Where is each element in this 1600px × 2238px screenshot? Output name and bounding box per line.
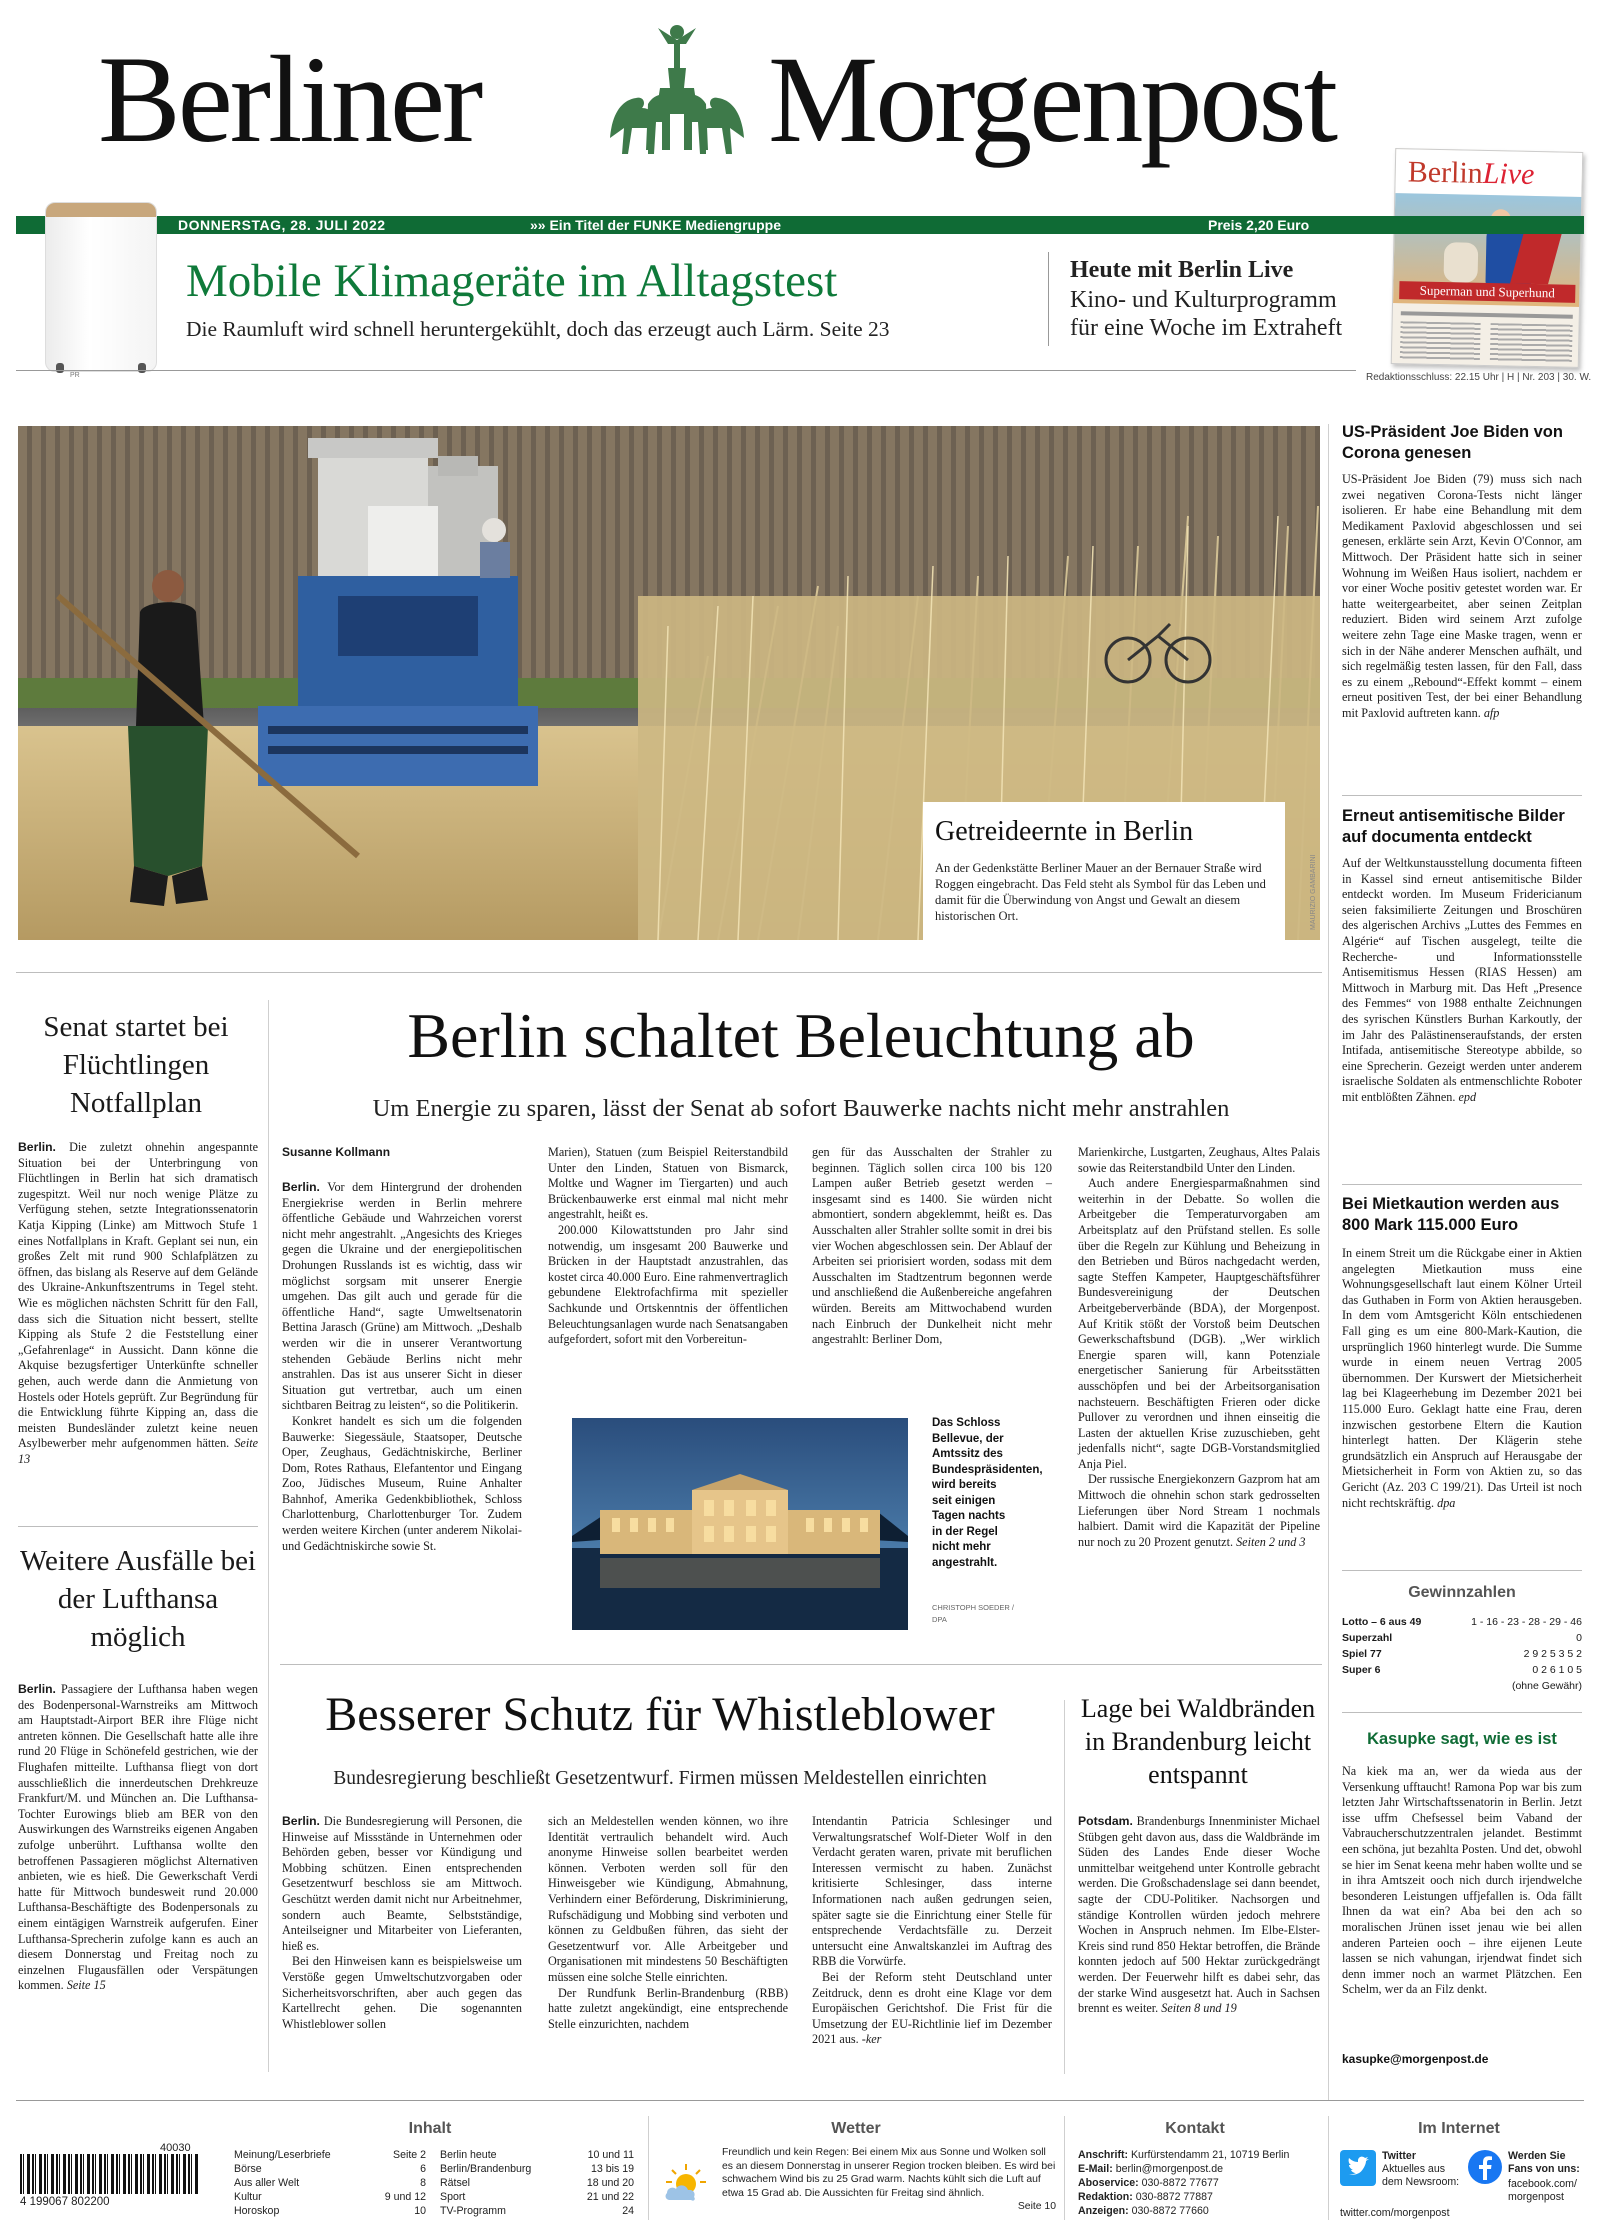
facebook-block: [1508, 2150, 1588, 2176]
twitter-block: [1382, 2150, 1462, 2189]
lead-headline[interactable]: Berlin schaltet Beleuchtung ab: [407, 1000, 1195, 1071]
kasupke-body: Na kiek ma an, wer da wieda aus der Versenkung ufftaucht! Ramona Pop war bis zum letzten Jahr Wirtschaftssenatorin in Berlin. Jetzt isse uffm Chefsessel beim Vaband der Vabraucherschutzzentralen jelandet. Bestimmt een schöna, jut bezahlta Posten. Und det, obwohl se hier im Senat keena mehr haben wollte und se in ihra Amtszeit ooch nich durch irjendwelche besonderen Leistungen uffjefallen is. Oda fällt Ihnen da wat ein? Aba bei den ach so moralischen Jrünen isset jenau wie bei allen anderen Parteien ooch – ihre eijenen Leute lassen se nich vahungan, irjendwat findet sich denn immer noch an warmet Plätzchen. Een Schelm, wer da an Filz denkt.: [1342, 1764, 1582, 1997]
inhalt-item[interactable]: [440, 2204, 634, 2218]
facebook-head: Werden Sie Fans von uns:: [1508, 2150, 1580, 2175]
lead-byline: Susanne Kollmann: [282, 1145, 391, 1159]
superdog-figure: [1443, 242, 1478, 283]
wetter-headline: Wetter: [831, 2120, 881, 2137]
lufthansa-body: Passagiere der Lufthansa haben wegen des Bodenpersonal-Warnstreiks am Mittwoch am Hauptstadt-Airport BER ihre Flüge nicht antreten können. Die Gesellschaft hatte alle ihre rund 20 Flüge in Schönefeld gestrichen, wie der Flughafen mitteilte. Lufthansa fliegt von dort ausschließlich die innerdeutschen Drehkreuze Frankfurt/M. und München an. Die Lufthansa-Tochter Eurowings blieb am BER von den Auswirkungen des Warnstreiks eigenen Angaben zufolge unberührt. Lufthansa wollte den betroffenen Passagieren möglichst Alternativen anbieten, wie es hieß. Die Gewerkschaft Verdi hatte für Mittwoch bundesweit rund 20.000 Lufthansa-Beschäftigte des Bodenpersonals zu einem eintägigen Warnstreik aufgerufen. Einer Lufthansa-Sprecherin zufolge kann es auch an diesem Donnerstag und Freitag noch zu einzelnen Flugausfällen oder Verspätungen kommen.: [18, 1682, 258, 1993]
wald-body: Brandenburgs Innenminister Michael Stübgen geht davon aus, dass die Waldbrände im Süden des Landes Ende dieser Woche unmittelbar weitgehend unter Kontrolle gebracht werden. Die Großschadenslage sei dann beendet, sagte der CDU-Politiker. Nachsorgen und ständige Kontrollen würden jedoch mehrere Wochen in Anspruch nehmen. Im Elbe-Elster-Kreis sind rund 850 Hektar betroffen, die Brände konnten jedoch auf 500 Hektar zurückgedrängt werden. Der Feuerwehr hilft es dabei sehr, das der starke Wind ausgesetzt hat. Auch in Sachsen brennt es weiter.: [1078, 1814, 1321, 2016]
inhalt-item-page: 9 und 12: [384, 2191, 426, 2203]
whistle-col3-b: Bei der Reform steht Deutschland unter Zeitdruck, denn es droht eine Klage vor dem Europäischen Gerichtshof. Die Frist für die Umsetzung der EU-Richtlinie lief im Dezember 2021 aus.: [812, 1969, 1052, 2047]
twitter-head: Twitter: [1382, 2150, 1416, 2162]
inhalt-item[interactable]: [440, 2148, 634, 2162]
gewinnzahlen-note: (ohne Gewähr): [1511, 1680, 1582, 1692]
inhalt-item-name: Börse: [234, 2163, 262, 2175]
inhalt-item-name: Aus aller Welt: [234, 2177, 300, 2189]
inhalt-item-name: Sport: [440, 2191, 466, 2203]
super6-value: 0 2 6 1 0 5: [1532, 1664, 1582, 1676]
lotto-value: 1 - 16 - 23 - 28 - 29 - 46: [1471, 1616, 1582, 1628]
inhalt-item-name: TV-Programm: [440, 2205, 506, 2217]
whistle-col2-b: Der Rundfunk Berlin-Brandenburg (RBB) hatte zuletzt angekündigt, eine entsprechende Stelle einzurichten, nachdem: [548, 1985, 788, 2031]
wald-lead: Potsdam.: [1078, 1814, 1133, 1828]
masthead-title-left: Berliner: [98, 31, 481, 168]
documenta-signature: epd: [1458, 1089, 1477, 1104]
kontakt-label: E-Mail:: [1078, 2163, 1113, 2175]
inhalt-item[interactable]: [440, 2162, 634, 2176]
wetter-body: Freundlich und kein Regen: Bei einem Mix aus Sonne und Wolken soll es an diesem Donnerstag in unserer Region trocken bleiben. Es wird bei schwachem Wind bis zu 25 Grad warm. Nachts kühlt sich die Luft auf etwa 15 Grad ab. Die Aussichten für Freitag sind ähnlich.: [722, 2147, 1056, 2199]
inhalt-item-page: 13 bis 19: [591, 2163, 634, 2175]
edition-info: Redaktionsschluss: 22.15 Uhr | H | Nr. 203 | 30. W.: [1366, 372, 1592, 383]
lead-sub: Um Energie zu sparen, lässt der Senat ab sofort Bauwerke nachts nicht mehr anstrahlen: [372, 1095, 1230, 1122]
inhalt-item-name: Meinung/Leserbriefe: [234, 2149, 331, 2161]
kontakt-value[interactable]: 030-8872 77677: [1141, 2177, 1219, 2189]
spiel77-value: 2 9 2 5 3 5 2: [1523, 1648, 1582, 1660]
lead-ref[interactable]: Seiten 2 und 3: [1236, 1534, 1306, 1549]
inhalt-item-name: Berlin/Brandenburg: [440, 2163, 532, 2175]
gewinnzahlen-headline: Gewinnzahlen: [1408, 1584, 1516, 1601]
mietkaution-signature: dpa: [1437, 1495, 1456, 1510]
lead-col2-a: Marien), Statuen (zum Beispiel Reiterstandbild Unter den Linden, Statuen von Bismarck, Moltke und Wagner im Tiergarten) und auch Brückenbauwerke erst einmal mal nicht mehr angestrahlt, heißt es.: [548, 1145, 788, 1222]
twitter-icon[interactable]: [1340, 2150, 1376, 2186]
kontakt-label: Aboservice:: [1078, 2177, 1139, 2189]
inhalt-item-name: Rätsel: [440, 2177, 471, 2189]
lead-col1: [282, 1180, 522, 1554]
documenta-headline[interactable]: Erneut antisemitische Bilder auf documenta entdeckt: [1342, 807, 1565, 846]
inhalt-item-page: 24: [622, 2205, 634, 2217]
lead-col4-a: Marienkirche, Lustgarten, Zeughaus, Altes Palais sowie das Reiterstandbild Unter den Linden.: [1078, 1145, 1320, 1175]
inhalt-headline: Inhalt: [408, 2120, 452, 2137]
inhalt-item-page: 21 und 22: [586, 2191, 634, 2203]
inhalt-item-name: Berlin heute: [440, 2149, 497, 2161]
photo-caption-box: [923, 802, 1285, 940]
inhalt-item-page: 18 und 20: [586, 2177, 634, 2189]
kontakt-row: [1078, 2162, 1328, 2176]
barcode: [20, 2154, 200, 2194]
lufthansa-lead: Berlin.: [18, 1682, 56, 1696]
inhalt-item-page: 8: [420, 2177, 426, 2189]
inhalt-item[interactable]: [234, 2162, 426, 2176]
masthead-date: DONNERSTAG, 28. JULI 2022: [178, 217, 386, 233]
kontakt-value[interactable]: Kurfürstendamm 21, 10719 Berlin: [1130, 2149, 1290, 2161]
live-line1: Kino- und Kulturprogramm: [1070, 287, 1337, 313]
facebook-icon[interactable]: [1468, 2150, 1502, 2184]
inhalt-item[interactable]: [234, 2148, 426, 2162]
inhalt-item-page: 6: [420, 2163, 426, 2175]
air-conditioner-image: [45, 202, 157, 372]
kontakt-value[interactable]: berlin@morgenpost.de: [1115, 2163, 1224, 2175]
inhalt-item-page: 10: [414, 2205, 426, 2217]
kontakt-row: [1078, 2204, 1328, 2218]
inhalt-item-page: Seite 2: [393, 2149, 426, 2161]
kontakt-row: [1078, 2176, 1328, 2190]
inhalt-left: [234, 2148, 426, 2218]
biden-headline[interactable]: US-Präsident Joe Biden von Corona genesen: [1342, 423, 1563, 462]
inhalt-item[interactable]: [440, 2190, 634, 2204]
sun-cloud-icon: [660, 2160, 712, 2204]
senat-lead: Berlin.: [18, 1140, 56, 1154]
mietkaution-headline[interactable]: Bei Mietkaution werden aus 800 Mark 115.000 Euro: [1342, 1195, 1560, 1234]
documenta-text: [1342, 856, 1582, 1106]
kontakt-label: Anschrift:: [1078, 2149, 1129, 2161]
berlin-live-cover[interactable]: [1391, 148, 1583, 368]
lead-col3: [812, 1145, 1052, 1348]
photo-caption: An der Gedenkstätte Berliner Mauer an der Bernauer Straße wird Roggen eingebracht. Das Feld steht als Symbol für das Leben und damit für die Überwindung von Angst und Gewalt an diesem historischen Ort.: [935, 861, 1266, 923]
twitter-url[interactable]: twitter.com/morgenpost: [1340, 2207, 1450, 2219]
inhalt-item-name: Kultur: [234, 2191, 262, 2203]
wetter-ref[interactable]: Seite 10: [1017, 2201, 1056, 2213]
barcode-top-number: 40030: [160, 2142, 191, 2154]
gewinnzahlen-table: [1342, 1614, 1582, 1694]
lufthansa-text: [18, 1682, 258, 1994]
kontakt-row: [1078, 2148, 1328, 2162]
teaser-headline[interactable]: Mobile Klimageräte im Alltagstest: [186, 255, 838, 307]
whistle-col1-b: Bei den Hinweisen kann es beispielsweise um Verstöße gegen Umweltschutzvorgaben oder Sicherheitsvorschriften, aber auch gegen das Kartellrecht gehen. Die sogenannten Whistleblower sollen: [282, 1954, 522, 2031]
wald-headline[interactable]: Lage bei Waldbränden in Brandenburg leicht entspannt: [1080, 1694, 1316, 1789]
lead-col4: [1078, 1145, 1320, 1550]
inhalt-item[interactable]: [440, 2176, 634, 2190]
wald-ref[interactable]: Seiten 8 und 19: [1161, 2001, 1237, 2016]
lead-col1-b: Konkret handelt es sich um die folgenden Bauwerke: Siegessäule, Staatsoper, Deutsche Oper, Zeughaus, Gedächtniskirche, Berliner Dom, Rotes Rathaus, Elefantentor und Eingang Zoo, Jüdisches Museum, Ruine Anhalter Bahnhof, Amerika Gedenkbibliothek, Schloss Charlottenburg, Charlottenburger Tor. Zudem werden weitere Kirchen (unter anderem Nikolai- und Gedächtniskirche sowie St.: [282, 1413, 522, 1553]
lead-col2: [548, 1145, 788, 1348]
whistle-col1: [282, 1814, 522, 2032]
kontakt-label: Anzeigen:: [1078, 2205, 1129, 2217]
biden-text: [1342, 472, 1582, 722]
teaser-sub: Die Raumluft wird schnell heruntergekühlt, doch das erzeugt auch Lärm. Seite 23: [186, 317, 890, 341]
mietkaution-body: In einem Streit um die Rückgabe einer in Aktien angelegten Mietkaution muss eine Wohnungsgesellschaft laut einem Kölner Urteil das Guthaben in Form von Aktien herausgeben. In dem vom Amtsgericht Köln entschiedenen Fall ging es um eine 800-Mark-Kaution, die ursprünglich 1960 hinterlegt wurde. Die Summe wurde in einem neuen Vertrag 2005 übernommen. Der Kurswert der Mietsicherheit lag bei Klageerhebung im Dezember 2021 bei 115.000 Euro. Geklagt hatte eine Frau, deren inzwischen gestorbene Eltern die Kaution hinterlegt hatten. Der Klägerin stehe grundsätzlich ein Anspruch auf Herausgabe der Mietsicherheit in Form von Aktien zu, so das Gericht (Az. 203 C 199/21). Das Urteil ist noch nicht rechtskräftig.: [1342, 1246, 1582, 1510]
senat-body: Die zuletzt ohnehin angespannte Situation bei der Unterbringung von Flüchtlingen in Berlin hat sich dramatisch zugespitzt. Weil nur noch wenige Plätze zu Verfügung stehen, setzte Integrationssenatorin Katja Kipping (Linke) am Mittwoch Stufe 1 eines Notfallplans in Kraft. Geplant sei nun, ein großes Zelt mit rund 900 Schlafplätzen zu öffnen, das bislang als Reserve auf dem Gelände des Ukraine-Ankunftszentrums in Tegel steht. Wie es möglichen nächsten Schritt für den Fall, dass sich die Situation nicht bessert, stellte Kipping als Stufe 2 die Feststellung einer „Gefahrenlage“ in Aussicht. Dann könne die Akquise bezugsfertiger Unterkünfte schneller gehen, auch werde dann die Anmietung von Hostels oder Hotels geprüft. Zur Begründung für die Entwicklung führte Kipping an, dass die meisten Bundesländer zuletzt keine neuen Asylbewerber mehr aufgenommen hätten.: [18, 1140, 259, 1451]
whistle-sub: Bundesregierung beschließt Gesetzentwurf. Firmen müssen Meldestellen einrichten: [333, 1768, 987, 1789]
senat-headline[interactable]: Senat startet bei Flüchtlingen Notfallplan: [43, 1011, 229, 1119]
mietkaution-text: [1342, 1246, 1582, 1511]
whistle-col3: [812, 1814, 1052, 2048]
masthead-publisher: »» Ein Titel der FUNKE Mediengruppe: [530, 217, 782, 233]
kasupke-text: [1342, 1764, 1582, 1998]
kontakt-label: Redaktion:: [1078, 2191, 1133, 2203]
wetter-text: [722, 2146, 1056, 2214]
photo-credit: MAURIZIO GAMBARINI: [1310, 854, 1317, 930]
internet-headline: Im Internet: [1418, 2120, 1500, 2137]
lead-col2-b: 200.000 Kilowattstunden pro Jahr sind notwendig, um insgesamt 200 Bauwerke und Brücken in der Hauptstadt anzustrahlen, das kostet circa 40.000 Euro. Eine rahmenvertraglich gebundene Elektrofachfirma mit spezieller Sachkunde und Ortskenntnis der öffentlichen Beleuchtungsanlagen wurde nach Senatsangaben aufgefordert, sofort mit den Vorbereitun-: [548, 1222, 788, 1347]
whistle-headline[interactable]: Besserer Schutz für Whistleblower: [325, 1688, 995, 1741]
spiel77-label: Spiel 77: [1342, 1648, 1382, 1660]
live-line2: für eine Woche im Extraheft: [1070, 315, 1343, 341]
bellevue-caption: Das Schloss Bellevue, der Amtssitz des Bundespräsidenten, wird bereits seit einigen Tagen nachts in der Regel nicht mehr angestrahlt.: [932, 1417, 1043, 1569]
kontakt-value[interactable]: 030-8872 77660: [1131, 2205, 1209, 2217]
quadriga-logo: [598, 18, 756, 166]
super6-label: Super 6: [1342, 1664, 1381, 1676]
lead-col3-a: gen für das Ausschalten der Strahler zu beginnen. Täglich sollen circa 100 bis 120 Lampen außer Betrieb gesetzt werden – insgesamt sind es 1400. Sie würden nicht abmontiert, sondern abgeklemmt, heißt es. Das Ausschalten aller Strahler sollte somit in drei bis vier Wochen abgeschlossen sein. Der Ablauf der Arbeiten sei priorisiert worden, sodass mit dem Ausschalten im Stadtzentrum begonnen werde und anschließend die Außenbereiche angefahren würden. Bereits am Mittwochabend wurden nach Einbruch der Dunkelheit nicht mehr angestrahlt: Berliner Dom,: [812, 1145, 1052, 1347]
wald-text: [1078, 1814, 1320, 2017]
lufthansa-headline[interactable]: Weitere Ausfälle bei der Lufthansa möglich: [19, 1545, 256, 1653]
lufthansa-ref[interactable]: Seite 15: [66, 1978, 106, 1993]
lead-col4-b: Auch andere Energiesparmaßnahmen sind weiterhin in der Debatte. So wollen die Arbeitgeber die Temperaturvorgaben am Arbeitsplatz auf den Prüfstand stellen. Es solle über die Regeln zur Kühlung und Beheizung in den Betrieben und Büros nachgedacht werden, sagte Steffen Kampeter, Hauptgeschäftsführer Bundesvereinigung der Deutschen Arbeitgeberverbände (BDA), der Morgenpost. Auf Kritik stößt der Vorstoß beim Deutschen Gewerkschaftsbund (DGB). „Wer wirklich Energie sparen will, kann Potenziale energetischer Sanierung für Arbeitsstätten ausschöpfen und bei der Arbeitsorganisation nachsteuern. Beschäftigten Frieren oder dicke Pullover zu verordnen und ihnen einseitig die Lasten der aktuellen Krise zuzuschieben, geht jedenfalls nicht“, sagte DGB-Vorstandsmitglied Anja Piel.: [1078, 1176, 1320, 1471]
facebook-url[interactable]: facebook.com/ morgenpost: [1508, 2178, 1577, 2203]
kasupke-headline[interactable]: Kasupke sagt, wie es ist: [1367, 1730, 1557, 1748]
inhalt-right: [440, 2148, 634, 2218]
inhalt-item-page: 10 und 11: [587, 2149, 634, 2161]
masthead-price: Preis 2,20 Euro: [1208, 217, 1310, 233]
senat-text: [18, 1140, 258, 1467]
berlin-live-logo-b: Live: [1482, 156, 1535, 191]
senat-ref[interactable]: Seite 13: [18, 1436, 258, 1466]
photo-headline: Getreideernte in Berlin: [935, 816, 1194, 847]
biden-body: US-Präsident Joe Biden (79) muss sich nach zwei negativen Corona-Tests nicht länger isolieren. Er habe eine Behandlung mit dem Medikament Paxlovid abgeschlossen und sei genesen, erklärte sein Arzt, Kevin O'Connor, am Mittwoch. Der Präsident hatte sich in seiner Wohnung im Weißen Haus isoliert, nachdem er vor einer Woche positiv getestet worden war. Er hatte weitergearbeitet, aber seinen Zeitplan reduziert. Biden wird seinem Arzt zufolge weitere zehn Tage eine Maske tragen, wenn er sich in der Nähe anderer Menschen aufhält, und sich regelmäßig testen lassen, für den Fall, dass es zu einem „Rebound“-Effekt kommt – einem erneut positiven Test, der bei einer Behandlung mit Paxlovid auftreten kann.: [1342, 472, 1582, 720]
whistle-lead: Berlin.: [282, 1814, 320, 1828]
lead-col4-c: Der russische Energiekonzern Gazprom hat am Mittwoch die ohnehin schon stark gedrosselten Lieferungen über Nord Stream 1 nochmals halbiert. Damit wird die Kapazität der Pipeline nur noch zu 20 Prozent genutzt.: [1078, 1472, 1320, 1549]
superzahl-label: Superzahl: [1342, 1632, 1393, 1644]
kasupke-email[interactable]: kasupke@morgenpost.de: [1342, 2052, 1489, 2066]
harvest-photo: [18, 426, 1320, 940]
kontakt-value[interactable]: 030-8872 77887: [1135, 2191, 1213, 2203]
biden-signature: afp: [1483, 705, 1500, 720]
lead-col1-a: Vor dem Hintergrund der drohenden Energiekrise werden in Berlin mehrere öffentliche Gebäude und Wahrzeichen vorerst nicht mehr angestrahlt. „Angesichts des Krieges gegen die Ukraine und der energiepolitischen Drohungen Russlands ist es wichtig, dass wir möglichst sorgsam mit unserer Energie umgehen. Das gilt auch und gerade für die öffentliche Hand“, sagte Umweltsenatorin Bettina Jarasch (Grüne) am Mittwoch. „Deshalb werden wir die in unserer Verantwortung stehenden Gebäude Berlins nicht mehr anstrahlen. Das ist aus unserer Sicht in dieser Situation gut vertretbar, auch um einen sichtbaren Beitrag zu leisten“, so die Politikerin.: [282, 1180, 522, 1413]
kontakt-row: [1078, 2190, 1328, 2204]
lead-lead: Berlin.: [282, 1180, 320, 1194]
cover-caption: Superman und Superhund: [1399, 281, 1575, 303]
kontakt-headline: Kontakt: [1165, 2120, 1225, 2137]
whistle-col2-a: sich an Meldestellen wenden können, wo ihre Identität vertraulich behandelt wird. Auch anonyme Hinweise sollen bearbeitet werden können. Verboten werden soll für den Hinweisgeber wie Kündigung, Abmahnung, Verhindern einer Beförderung, Diskriminierung, Rufschädigung und Mobbing sind verboten und können zu Geldbußen führen, das sieht der Gesetzentwurf vor. Alle Arbeitgeber und Organisationen mit mindestens 50 Beschäftigten müssen eine solche Stelle einrichten.: [548, 1814, 788, 1984]
whistle-signature: -ker: [861, 2032, 882, 2047]
inhalt-item[interactable]: [234, 2176, 426, 2190]
inhalt-item[interactable]: [234, 2204, 426, 2218]
aircon-credit: PR: [70, 372, 80, 379]
superzahl-value: 0: [1576, 1632, 1582, 1644]
lotto-label: Lotto – 6 aus 49: [1342, 1616, 1422, 1628]
berlin-live-logo-a: Berlin: [1407, 155, 1484, 190]
bellevue-credit: CHRISTOPH SOEDER / DPA: [932, 1603, 1014, 1624]
masthead-title-right: Morgenpost: [768, 31, 1336, 168]
inhalt-item-name: Horoskop: [234, 2205, 280, 2217]
barcode-number: 4 199067 802200: [20, 2196, 110, 2208]
kontakt-list: [1078, 2148, 1328, 2218]
inhalt-item[interactable]: [234, 2190, 426, 2204]
whistle-col3-a: Intendantin Patricia Schlesinger und Verwaltungsratschef Wolf-Dieter Wolf in den Verdacht geraten waren, private mit beruflichen Interessen vermischt zu haben. Zunächst kritisierte Schlesinger, dass interne Informationen nach außen gedrungen seien, später sagte sie die Einrichtung einer Stelle für entsprechende Verdachtsfälle zu. Derzeit untersucht eine Anwaltskanzlei im Auftrag des RBB die Vorwürfe.: [812, 1814, 1052, 1969]
twitter-text: Aktuelles aus dem Newsroom:: [1382, 2163, 1460, 2188]
live-headline[interactable]: Heute mit Berlin Live: [1070, 257, 1294, 283]
documenta-body: Auf der Weltkunstausstellung documenta fifteen in Kassel sind erneut antisemitische Bilder entdeckt worden. Im Museum Fridericianum seien faksimilierte Zeitungen und Broschüren des algerischen Archivs „Luttes des Femmes en Algérie“ auf Tischen ausgelegt, teilte die Recherche- und Informationsstelle Antisemitismus Hessen (RIAS Hessen) am Mittwoch in Marburg mit. Das Heft „Presence des Femmes“ von 1988 enthalte Zeichnungen des syrischen Künstlers Burhan Karkoutly, der im Jahr des Palästinenseraufstands, der ersten Intifada, antisemitische Stereotype abbilde, so eine Sprecherin. Gezeigt werden unter anderem israelische Soldaten als entmenschlichte Roboter mit entblößten Zähnen.: [1342, 856, 1582, 1104]
whistle-col2: [548, 1814, 788, 2032]
whistle-col1-a: Die Bundesregierung will Personen, die Hinweise auf Missstände in Unternehmen oder Behörden geben, besser vor Kündigung und Mobbing schützen. Einen entsprechenden Gesetzentwurf beschloss sie am Mittwoch. Geschützt werden damit nicht nur Arbeitnehmer, sondern auch Beamte, Selbstständige, Anteilseigner und Mitarbeiter von Lieferanten, hieß es.: [282, 1814, 523, 1953]
bellevue-photo: [572, 1418, 908, 1630]
